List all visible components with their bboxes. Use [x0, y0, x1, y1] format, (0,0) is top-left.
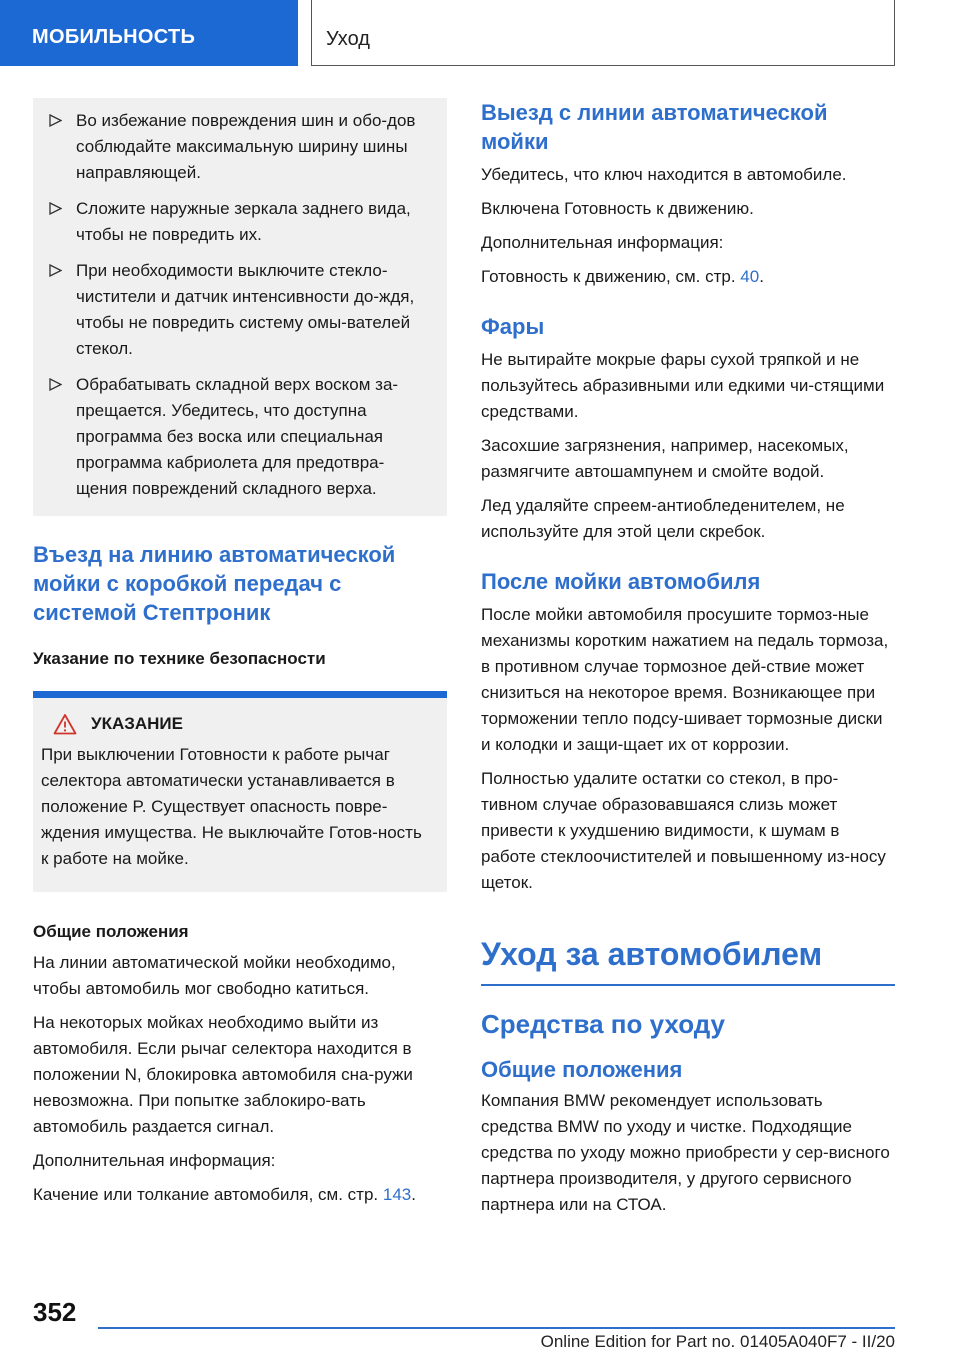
page-link-40[interactable]: 40	[740, 267, 760, 286]
page-header	[0, 0, 960, 66]
bullet-text: Во избежание повреждения шин и обо-дов соблюдайте максимальную ширину шины направляющей.	[76, 111, 416, 182]
paragraph: Включена Готовность к движению.	[481, 199, 754, 218]
paragraph: На некоторых мойках необходимо выйти из автомобиля. Если рычаг селектора находится в положении N, блокировка автомобиля сна-ружи невозможна. При попытке заблокиро-вать автомобиль раздается сигнал.	[33, 1013, 413, 1136]
warning-triangle-icon	[53, 713, 77, 735]
paragraph: Компания BMW рекомендует использовать средства BMW по уходу и чистке. Подходящие средства по уходу можно приобрести у сер-висного партнера производителя, у другого сервисного партнера или на СТОА.	[481, 1090, 890, 1214]
bullet-text: При необходимости выключите стекло-чистители и датчик интенсивности до-ждя, чтобы не повредить систему омы-вателей стекол.	[76, 261, 415, 358]
reference-text: Готовность к движению, см. стр.	[481, 267, 736, 286]
page-number: 352	[33, 1297, 77, 1327]
bullet-text: Обрабатывать складной верх воском за-прещается. Убедитесь, что доступна программа без воска или специальная программа кабриолета для предотвра-щения повреждений складного верха.	[76, 375, 399, 498]
warning-box	[33, 691, 447, 892]
bullet-text: Сложите наружные зеркала заднего вида, чтобы не повредить их.	[76, 199, 411, 244]
paragraph: Дополнительная информация:	[481, 233, 724, 252]
paragraph: Полностью удалите остатки со стекол, в про-тивном случае образовавшаяся слизь может привести к ухудшению видимости, к шумам в работе стеклоочистителей и повышенному из-носу щеток.	[481, 769, 886, 892]
heading-exit-carwash: Выезд с линии автоматической мойки	[481, 100, 828, 154]
paragraph: Убедитесь, что ключ находится в автомобиле.	[481, 165, 847, 184]
warning-text: При выключении Готовности к работе рычаг селектора автоматически устанавливается в положение P. Существует опасность повре-ждения имущества. Не выключайте Готов-ность к работе на мойке.	[41, 745, 422, 868]
paragraph: Готовность к движению, см. стр. 40.	[481, 267, 764, 286]
chapter-title: Уход	[326, 28, 370, 50]
paragraph: Качение или толкание автомобиля, см. стр. 143.	[33, 1185, 416, 1204]
paragraph: Дополнительная информация:	[33, 1151, 276, 1170]
section-tab	[0, 0, 298, 66]
footer-rule	[98, 1327, 895, 1329]
triangle-bullet-icon	[49, 202, 62, 215]
warning-title-row	[41, 712, 433, 736]
reference-text: Качение или толкание автомобиля, см. стр.	[33, 1185, 379, 1204]
general-heading: Общие положения	[33, 922, 189, 941]
right-column	[481, 98, 895, 1218]
section-title: МОБИЛЬНОСТЬ	[32, 26, 196, 48]
page-link-143[interactable]: 143	[382, 1185, 412, 1204]
chapter-box	[311, 0, 895, 66]
heading-products-general: Общие положения	[481, 1056, 683, 1082]
edition-info: Online Edition for Part no. 01405A040F7 - II/20	[540, 1332, 895, 1351]
paragraph: Не вытирайте мокрые фары сухой тряпкой и не пользуйтесь абразивными или едкими чи-стящими средствами.	[481, 350, 885, 421]
bullet-item	[47, 372, 433, 502]
left-column	[33, 98, 447, 1208]
triangle-bullet-icon	[49, 378, 62, 391]
heading-after-wash: После мойки автомобиля	[481, 569, 761, 594]
safety-heading: Указание по технике безопасности	[33, 649, 326, 668]
heading-lights: Фары	[481, 314, 545, 339]
heading-care-products: Средства по уходу	[481, 1008, 726, 1039]
bullet-item	[47, 108, 433, 186]
triangle-bullet-icon	[49, 264, 62, 277]
triangle-bullet-icon	[49, 114, 62, 127]
warning-title: УКАЗАНИЕ	[91, 714, 183, 733]
heading-entry-steptronic: Въезд на линию автоматической мойки с коробкой передач с системой Стептроник	[33, 542, 396, 625]
paragraph: После мойки автомобиля просушите тормоз-ные механизмы коротким нажатием на педаль тормоза, в противном случае тормозное дей-ствие может снизиться на некоторое время. Возникающее при торможении тепло подсу-шивает тормозные диски и колодки и защи-щает их от коррозии.	[481, 605, 889, 754]
heading-rule	[481, 984, 895, 986]
paragraph: На линии автоматической мойки необходимо, чтобы автомобиль мог свободно катиться.	[33, 953, 396, 998]
paragraph: Засохшие загрязнения, например, насекомых, размягчите автошампунем и смойте водой.	[481, 436, 849, 481]
bullet-item	[47, 196, 433, 248]
paragraph: Лед удаляйте спреем-антиобледенителем, не используйте для этой цели скребок.	[481, 496, 845, 541]
bullet-list-box	[33, 98, 447, 516]
heading-vehicle-care: Уход за автомобилем	[481, 936, 823, 972]
bullet-item	[47, 258, 433, 362]
